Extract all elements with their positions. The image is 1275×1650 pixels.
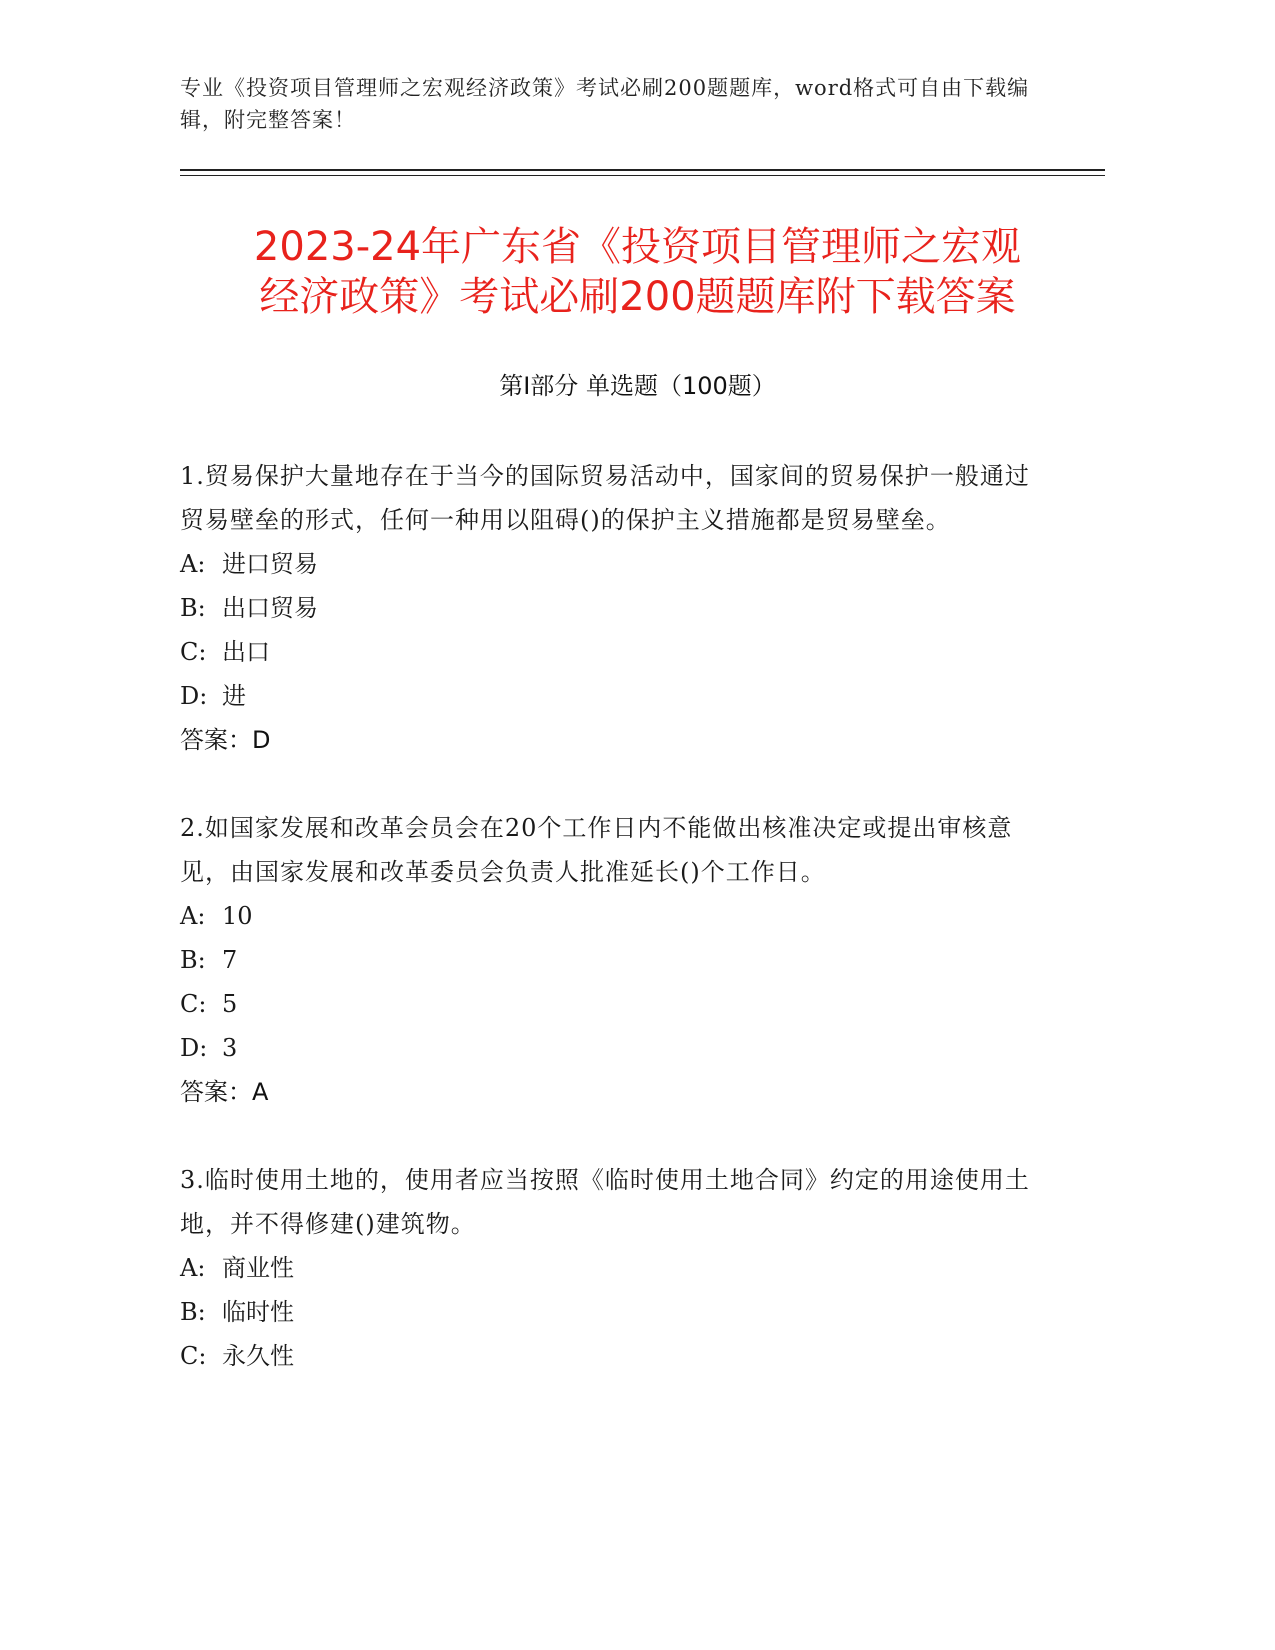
option-key: D: bbox=[180, 1034, 208, 1062]
header-rule-thin bbox=[180, 175, 1105, 176]
option-key: D: bbox=[180, 682, 208, 710]
option-value: 商业性 bbox=[222, 1254, 294, 1282]
option-d bbox=[180, 1026, 1040, 1070]
option-c bbox=[180, 1334, 1040, 1378]
document-title bbox=[150, 222, 1125, 322]
option-a bbox=[180, 894, 1040, 938]
option-value: 进口贸易 bbox=[222, 550, 318, 578]
option-key: A: bbox=[180, 902, 206, 930]
option-key: B: bbox=[180, 946, 206, 974]
option-a bbox=[180, 1246, 1040, 1290]
question-text: 2.如国家发展和改革会员会在20个工作日内不能做出核准决定或提出审核意见，由国家发展和改革委员会负责人批准延长()个工作日。 bbox=[180, 814, 1013, 886]
document-title-line-1: 2023-24年广东省《投资项目管理师之宏观 bbox=[253, 224, 1022, 270]
question-list bbox=[180, 454, 1040, 1422]
option-value: 3 bbox=[222, 1034, 238, 1062]
option-key: C: bbox=[180, 1342, 207, 1370]
option-b bbox=[180, 1290, 1040, 1334]
option-value: 10 bbox=[222, 902, 253, 930]
option-d bbox=[180, 674, 1040, 718]
document-title-line-2: 经济政策》考试必刷200题题库附下载答案 bbox=[259, 274, 1016, 320]
option-c bbox=[180, 982, 1040, 1026]
question-text: 3.临时使用土地的，使用者应当按照《临时使用土地合同》约定的用途使用土地，并不得修建()建筑物。 bbox=[180, 1166, 1030, 1238]
option-b bbox=[180, 938, 1040, 982]
option-value: 7 bbox=[222, 946, 238, 974]
option-key: C: bbox=[180, 990, 207, 1018]
section-title: 第Ⅰ部分 单选题（100题） bbox=[499, 372, 776, 400]
option-b bbox=[180, 586, 1040, 630]
header-note: 专业《投资项目管理师之宏观经济政策》考试必刷200题题库，word格式可自由下载编辑，附完整答案！ bbox=[180, 76, 1030, 132]
option-key: C: bbox=[180, 638, 207, 666]
question-2 bbox=[180, 806, 1040, 1114]
header-rule-thick bbox=[180, 169, 1105, 171]
option-c bbox=[180, 630, 1040, 674]
question-3 bbox=[180, 1158, 1040, 1378]
answer-label: 答案：A bbox=[180, 1078, 269, 1106]
option-key: A: bbox=[180, 1254, 206, 1282]
question-text: 1.贸易保护大量地存在于当今的国际贸易活动中，国家间的贸易保护一般通过贸易壁垒的形式，任何一种用以阻碍()的保护主义措施都是贸易壁垒。 bbox=[180, 462, 1030, 534]
answer-label: 答案：D bbox=[180, 726, 271, 754]
option-key: B: bbox=[180, 594, 206, 622]
option-value: 5 bbox=[222, 990, 238, 1018]
option-value: 出口贸易 bbox=[222, 594, 318, 622]
question-1 bbox=[180, 454, 1040, 762]
option-value: 出口 bbox=[222, 638, 270, 666]
option-key: A: bbox=[180, 550, 206, 578]
option-key: B: bbox=[180, 1298, 206, 1326]
option-value: 进 bbox=[222, 682, 246, 710]
option-value: 临时性 bbox=[222, 1298, 294, 1326]
option-value: 永久性 bbox=[222, 1342, 294, 1370]
option-a bbox=[180, 542, 1040, 586]
